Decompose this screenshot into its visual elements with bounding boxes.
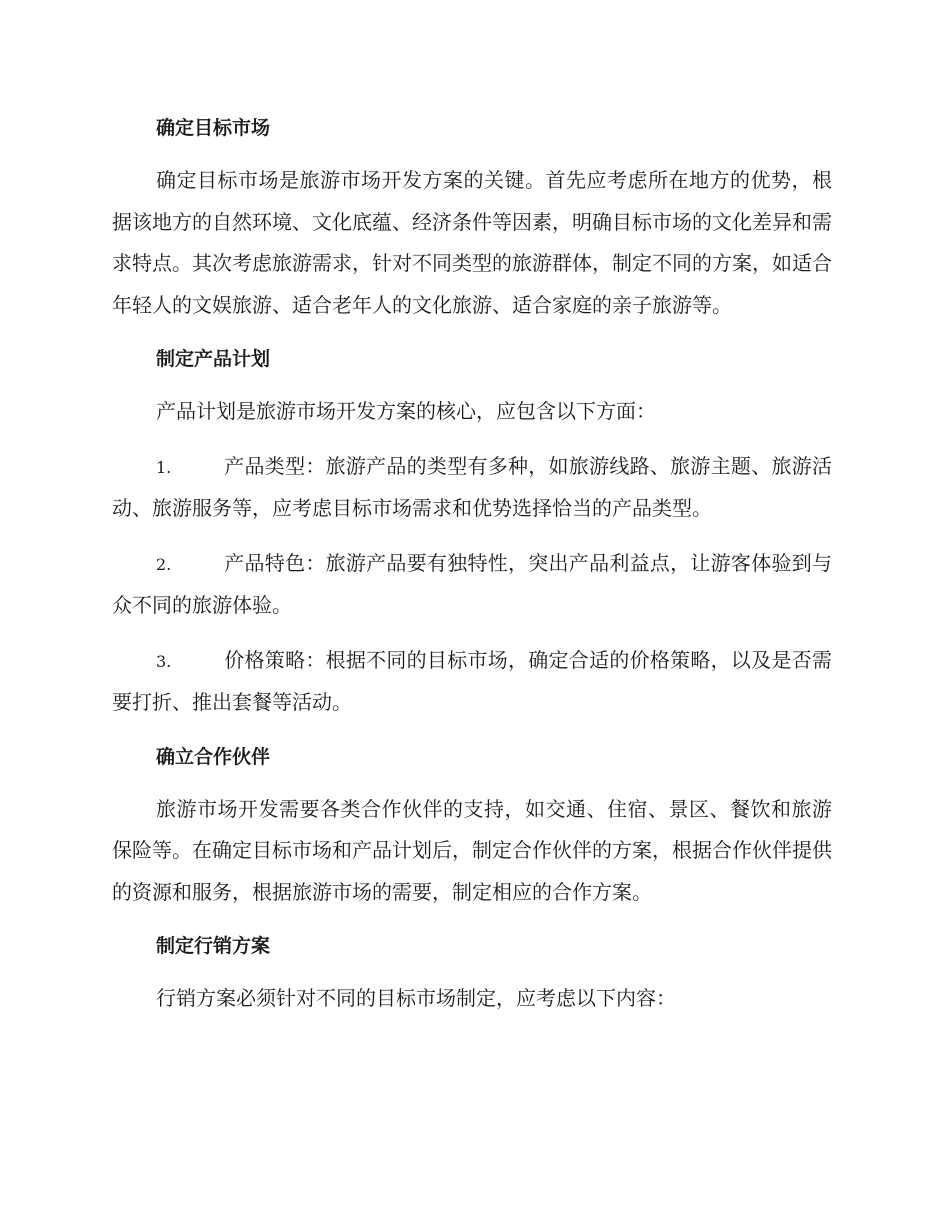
section-paragraph: 行销方案必须针对不同的目标市场制定，应考虑以下内容： — [156, 986, 676, 1010]
list-item — [112, 640, 832, 724]
list-item-text: 产品类型：旅游产品的类型有多种，如旅游线路、旅游主题、旅游活动、旅游服务等，应考虑目标市场需求和优势选择恰当的产品类型。 — [112, 453, 832, 520]
section-paragraph: 旅游市场开发需要各类合作伙伴的支持，如交通、住宿、景区、餐饮和旅游保险等。在确定目标市场和产品计划后，制定合作伙伴的方案，根据合作伙伴提供的资源和服务，根据旅游市场的需要，制定相应的合作方案。 — [112, 796, 832, 904]
section-heading: 确定目标市场 — [156, 117, 271, 139]
list-item-text: 产品特色：旅游产品要有独特性，突出产品利益点，让游客体验到与众不同的旅游体验。 — [112, 550, 832, 617]
list-item — [112, 446, 832, 530]
list-item-number: 3. — [156, 651, 172, 671]
list-item-number: 1. — [156, 457, 172, 477]
list-item — [112, 543, 832, 627]
section-paragraph: 确定目标市场是旅游市场开发方案的关键。首先应考虑所在地方的优势，根据该地方的自然环境、文化底蕴、经济条件等因素，明确目标市场的文化差异和需求特点。其次考虑旅游需求，针对不同类型的旅游群体，制定不同的方案，如适合年轻人的文娱旅游、适合老年人的文化旅游、适合家庭的亲子旅游等。 — [112, 168, 832, 317]
section-heading: 确立合作伙伴 — [156, 745, 271, 768]
section-paragraph: 产品计划是旅游市场开发方案的核心，应包含以下方面： — [156, 399, 656, 423]
section-heading: 制定行销方案 — [156, 935, 271, 957]
list-item-text: 价格策略：根据不同的目标市场，确定合适的价格策略，以及是否需要打折、推出套餐等活动。 — [112, 647, 832, 714]
section-heading: 制定产品计划 — [156, 348, 271, 370]
list-item-number: 2. — [156, 554, 172, 574]
